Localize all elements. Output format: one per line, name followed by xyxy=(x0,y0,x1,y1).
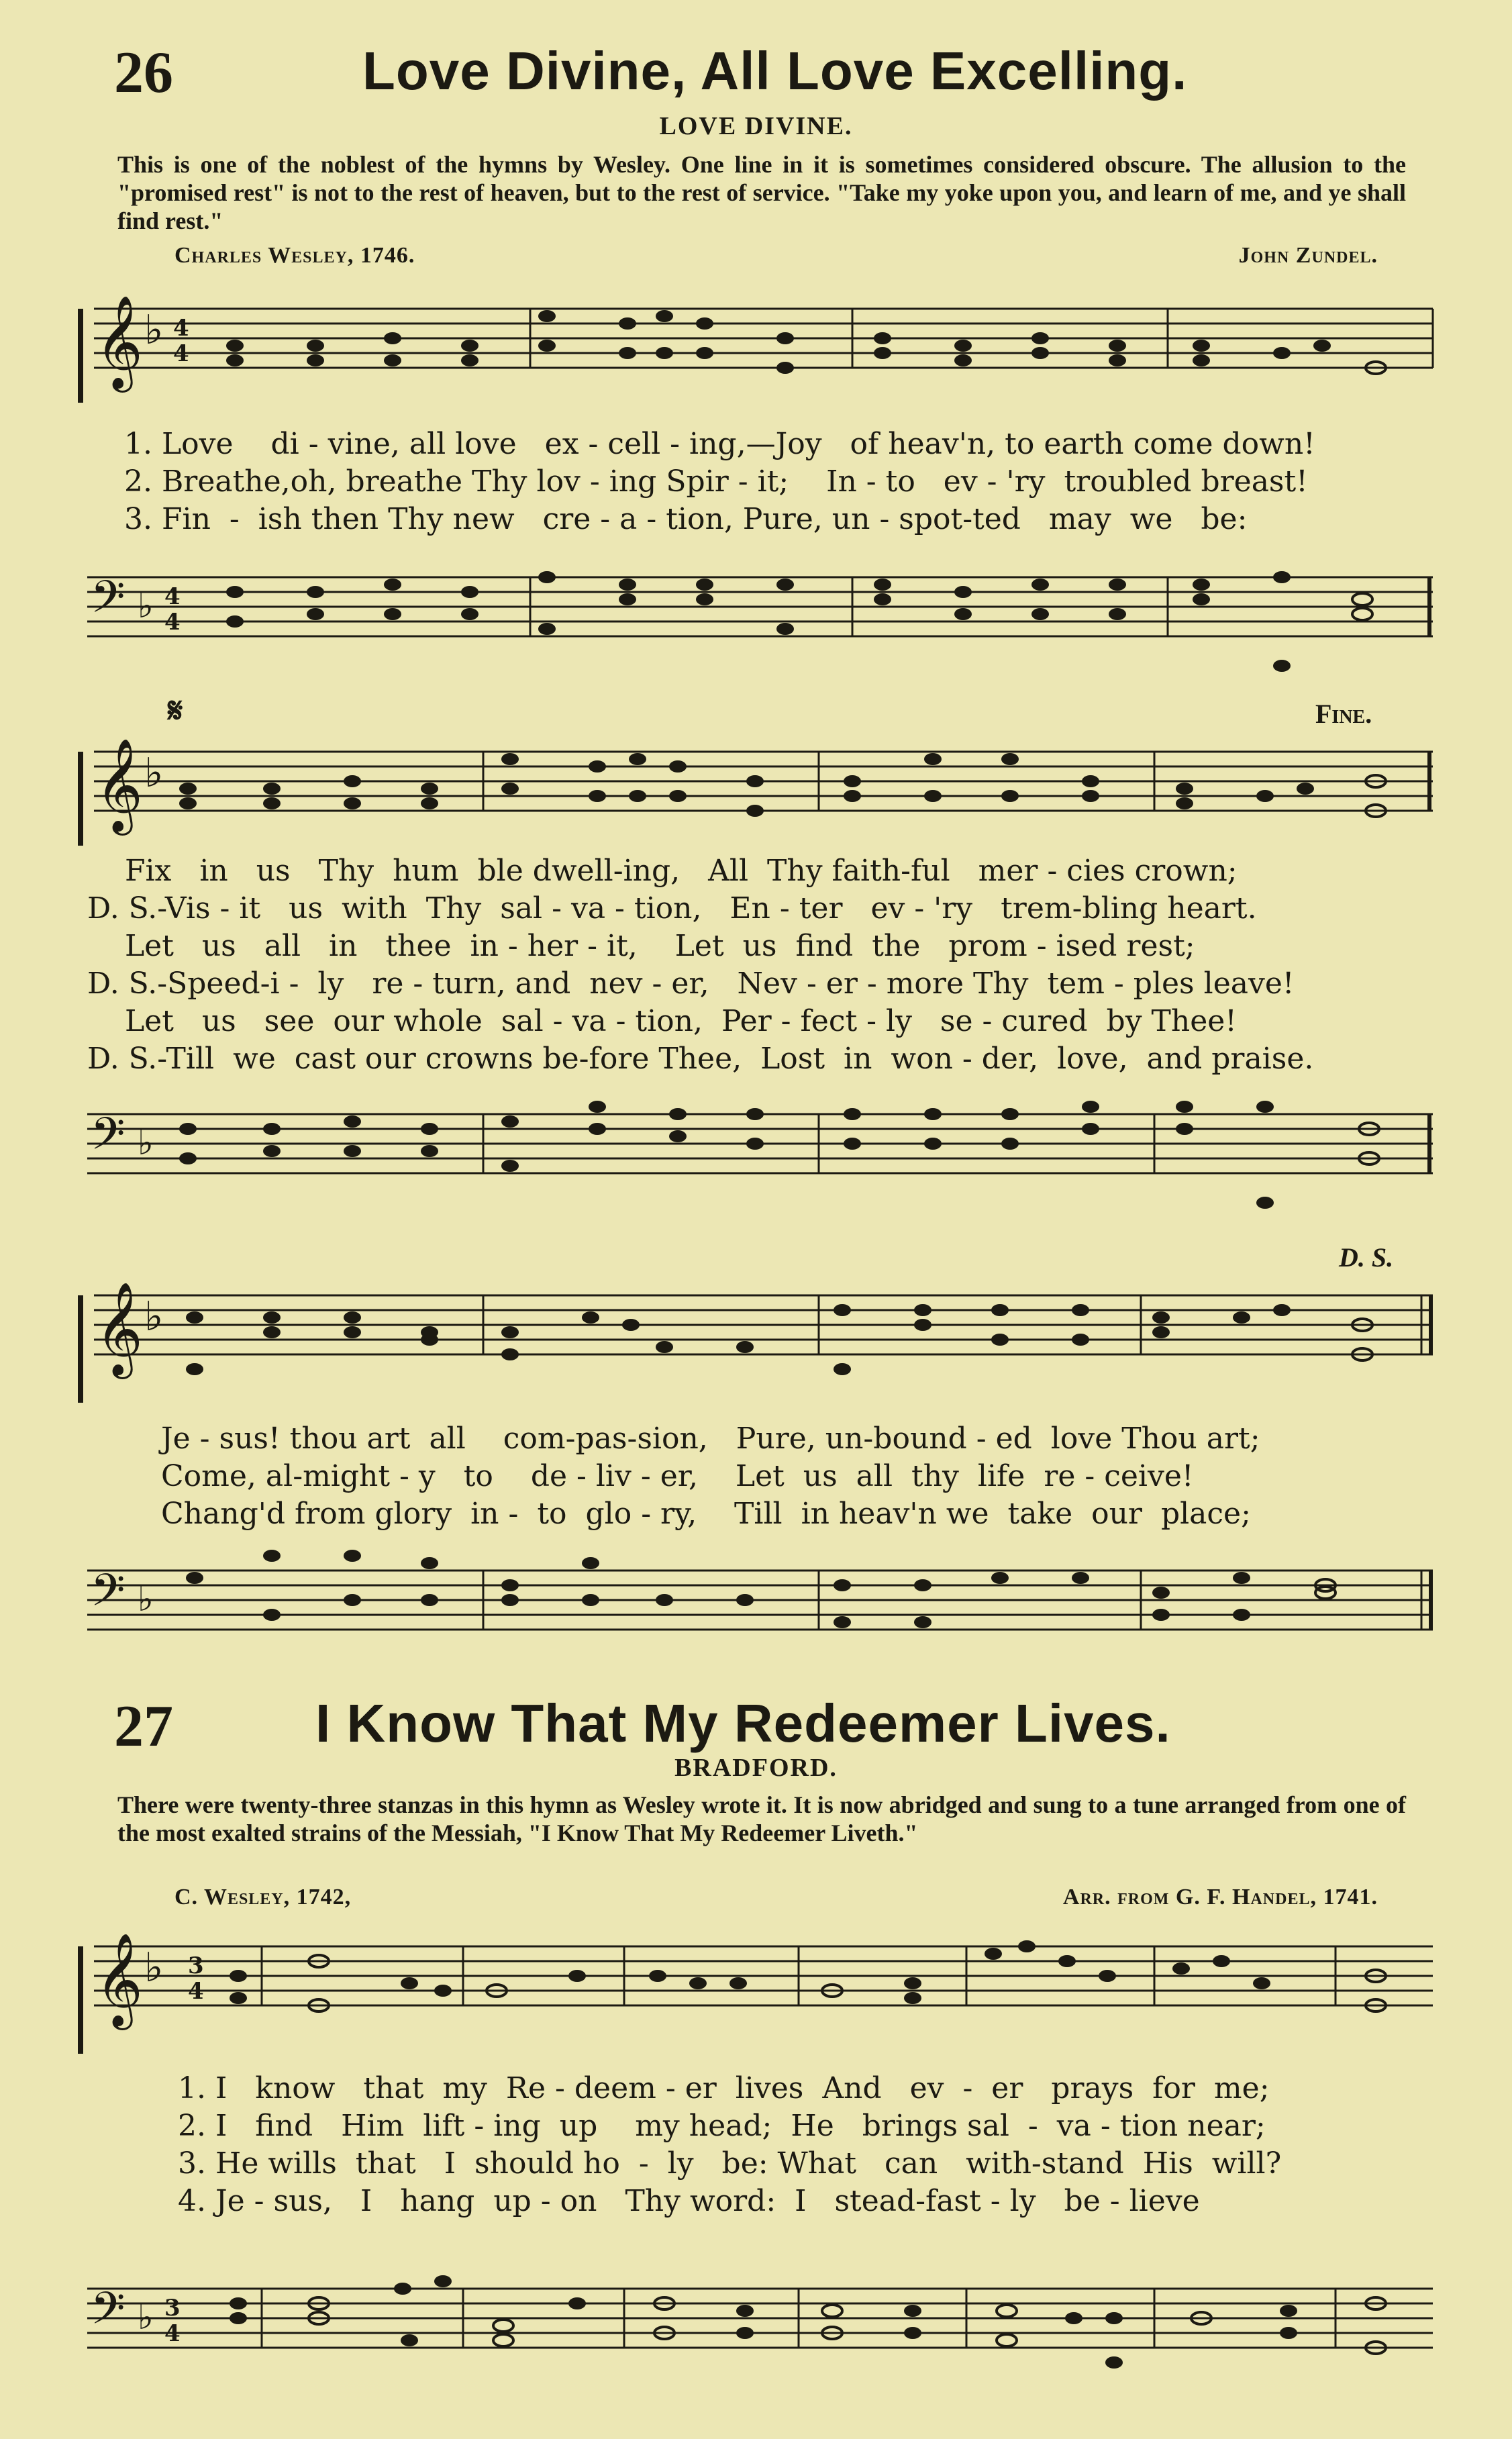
hymn-number: 26 xyxy=(114,40,173,105)
svg-text:4: 4 xyxy=(173,340,189,367)
svg-text:♭: ♭ xyxy=(138,587,154,626)
lyric-line: Fix in us Thy hum ble dwell-ing, All Thy faith-ful mer - cies crown; xyxy=(87,854,1238,888)
staff-system-3-treble xyxy=(0,1268,1512,1403)
lyric-line: 1. I know that my Re - deem - er lives And ev - er prays for me; xyxy=(178,2071,1270,2105)
lyric-line: D. S.-Till we cast our crowns be-fore Thee, Lost in won - der, love, and praise. xyxy=(87,1042,1314,1076)
hymn-title: Love Divine, All Love Excelling. xyxy=(362,41,1188,101)
svg-text:♭: ♭ xyxy=(144,307,164,354)
lyric-line: 3. He wills that I should ho - ly be: What can with-stand His will? xyxy=(178,2146,1282,2181)
lyric-line: Chang'd from glory in - to glo - ry, Till in heav'n we take our place; xyxy=(161,1497,1251,1531)
staff-hymn27-treble xyxy=(0,1920,1512,2054)
staff-system-1-bass xyxy=(0,550,1512,685)
hymn-title: I Know That My Redeemer Lives. xyxy=(315,1693,1171,1753)
svg-text:𝄢: 𝄢 xyxy=(91,571,125,634)
segno-sign: 𝄋 xyxy=(168,692,183,730)
lyric-line: D. S.-Vis - it us with Thy sal - va - tion, En - ter ev - 'ry trem-bling heart. xyxy=(87,891,1257,926)
ds-mark: D. S. xyxy=(1339,1242,1394,1273)
lyric-line: 2. I find Him lift - ing up my head; He brings sal - va - tion near; xyxy=(178,2109,1266,2143)
hymn-number: 27 xyxy=(114,1694,173,1759)
music-credit: John Zundel. xyxy=(1238,243,1378,268)
svg-text:4: 4 xyxy=(164,583,181,610)
lyric-line: 4. Je - sus, I hang up - on Thy word: I stead-fast - ly be - lieve xyxy=(178,2184,1200,2218)
svg-text:4: 4 xyxy=(164,2320,181,2347)
staff-system-3-bass xyxy=(0,1544,1512,1678)
lyric-line: Let us all in thee in - her - it, Let us find the prom - ised rest; xyxy=(87,929,1195,963)
staff-system-2-bass xyxy=(0,1087,1512,1222)
svg-text:𝄞: 𝄞 xyxy=(95,295,143,389)
svg-text:♭: ♭ xyxy=(138,1580,154,1619)
words-credit: C. Wesley, 1742, xyxy=(174,1885,352,1909)
svg-text:𝄢: 𝄢 xyxy=(91,1564,125,1627)
staff-system-1-treble xyxy=(0,282,1512,403)
hymn-note: This is one of the noblest of the hymns by Wesley. One line in it is sometimes considered obscure. The allusion to the "promised rest" is not to the rest of heaven, but to the rest of service. "Take my yoke upon you, and learn of me, and ye shall find rest." xyxy=(117,151,1406,234)
tune-name: BRADFORD. xyxy=(674,1754,838,1782)
svg-text:4: 4 xyxy=(164,609,181,636)
svg-text:3: 3 xyxy=(164,2295,181,2322)
svg-text:♭: ♭ xyxy=(144,1293,164,1340)
svg-text:𝄞: 𝄞 xyxy=(95,738,143,832)
lyric-line: 1. Love di - vine, all love ex - cell - ing,—Joy of heav'n, to earth come down! xyxy=(124,427,1315,461)
svg-text:♭: ♭ xyxy=(144,1944,164,1991)
lyric-line: Je - sus! thou art all com-pas-sion, Pure, un-bound - ed love Thou art; xyxy=(161,1422,1260,1456)
hymn-note: There were twenty-three stanzas in this hymn as Wesley wrote it. It is now abridged and sung to a tune arranged from one of the most exalted strains of the Messiah, "I Know That My Redeemer Liveth." xyxy=(117,1791,1406,1846)
svg-text:𝄞: 𝄞 xyxy=(95,1933,143,2026)
svg-text:𝄞: 𝄞 xyxy=(95,1282,143,1375)
lyric-line: Come, al-might - y to de - liv - er, Let us all thy life re - ceive! xyxy=(161,1459,1194,1493)
svg-text:♭: ♭ xyxy=(138,1124,154,1162)
svg-text:♭: ♭ xyxy=(144,750,164,797)
staff-system-2-treble xyxy=(0,725,1512,846)
lyric-line: 2. Breathe,oh, breathe Thy lov - ing Spir - it; In - to ev - 'ry troubled breast! xyxy=(124,464,1308,499)
lyric-line: Let us see our whole sal - va - tion, Per - fect - ly se - cured by Thee! xyxy=(87,1004,1237,1038)
svg-text:3: 3 xyxy=(188,1952,204,1979)
music-credit: Arr. from G. F. Handel, 1741. xyxy=(1062,1885,1378,1909)
svg-text:𝄢: 𝄢 xyxy=(91,2283,125,2345)
words-credit: Charles Wesley, 1746. xyxy=(174,243,415,268)
staff-hymn27-bass xyxy=(0,2248,1512,2396)
lyric-line: D. S.-Speed-i - ly re - turn, and nev - er, Nev - er - more Thy tem - ples leave! xyxy=(87,966,1295,1001)
svg-text:♭: ♭ xyxy=(138,2298,154,2337)
svg-text:4: 4 xyxy=(173,315,189,342)
lyric-line: 3. Fin - ish then Thy new cre - a - tion, Pure, un - spot-ted may we be: xyxy=(124,502,1248,536)
svg-text:𝄢: 𝄢 xyxy=(91,1108,125,1171)
tune-name: LOVE DIVINE. xyxy=(659,112,853,140)
fine-mark: Fine. xyxy=(1315,699,1372,729)
svg-text:4: 4 xyxy=(188,1978,204,2005)
